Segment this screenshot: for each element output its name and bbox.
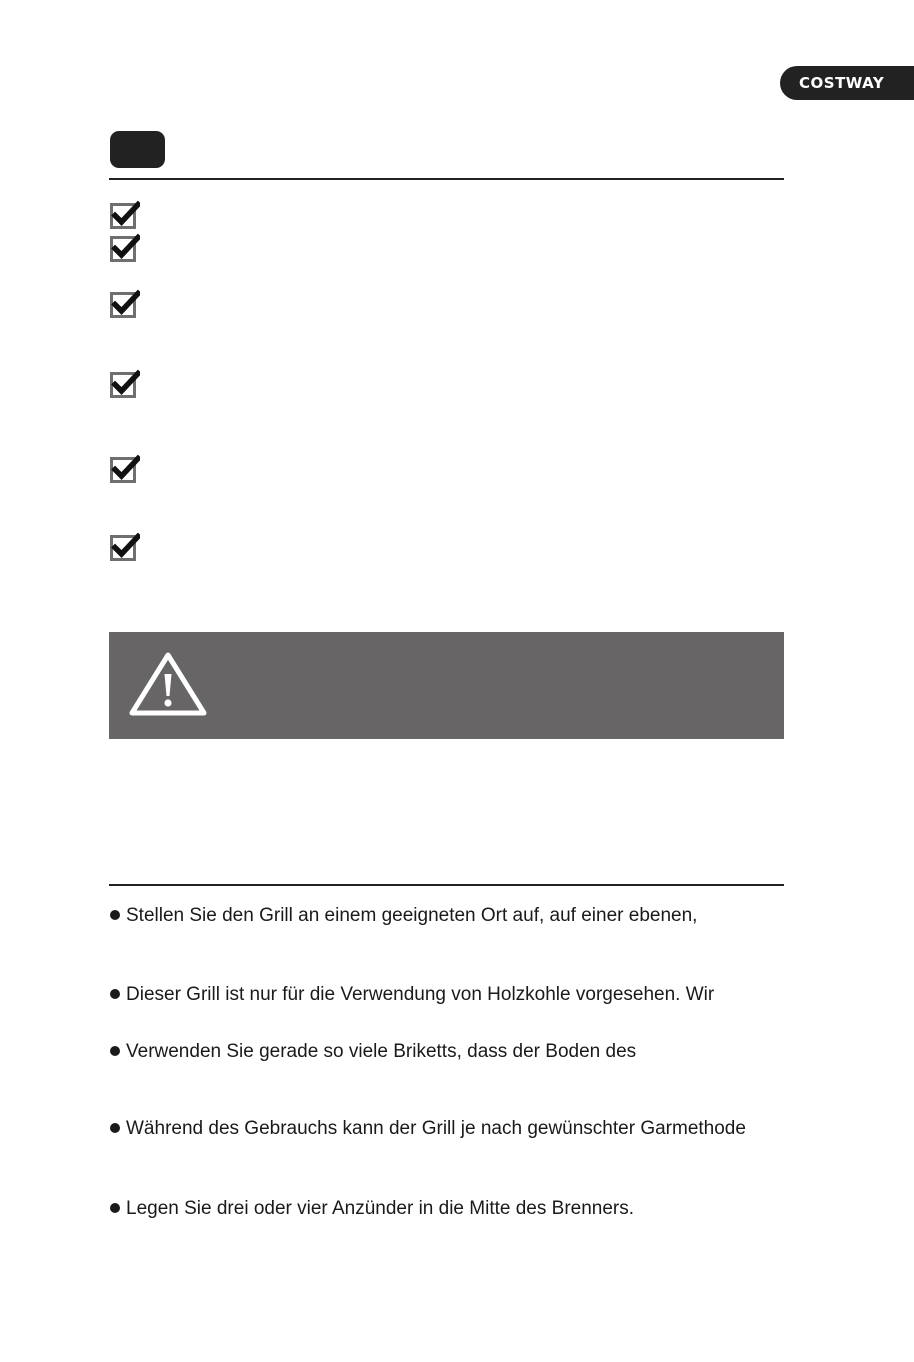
bullet-icon	[110, 1203, 120, 1213]
checkbox-3[interactable]	[110, 289, 140, 319]
brand-logo	[780, 66, 914, 100]
warning-triangle-icon	[127, 649, 209, 719]
checkbox-5[interactable]	[110, 454, 140, 484]
bullet-icon	[110, 910, 120, 920]
section-marker	[110, 131, 165, 168]
brand-name: COSTWAY	[799, 74, 885, 92]
section-divider-instructions	[109, 884, 784, 886]
checkmark-icon	[110, 233, 140, 263]
bullet-icon	[110, 989, 120, 999]
checkmark-icon	[110, 289, 140, 319]
checkbox-1[interactable]	[110, 200, 140, 230]
checkmark-icon	[110, 532, 140, 562]
instruction-item: Legen Sie drei oder vier Anzünder in die Mitte des Brenners.	[110, 1197, 634, 1221]
section-divider-top	[109, 178, 784, 180]
bullet-icon	[110, 1046, 120, 1056]
checkmark-icon	[110, 369, 140, 399]
checkmark-icon	[110, 454, 140, 484]
checkbox-6[interactable]	[110, 532, 140, 562]
warning-banner	[109, 632, 784, 739]
instruction-item: Während des Gebrauchs kann der Grill je nach gewünschter Garmethode	[110, 1117, 746, 1141]
instruction-item: Dieser Grill ist nur für die Verwendung von Holzkohle vorgesehen. Wir	[110, 983, 714, 1007]
checkbox-2[interactable]	[110, 233, 140, 263]
instruction-item: Verwenden Sie gerade so viele Briketts, dass der Boden des	[110, 1040, 636, 1064]
instruction-item: Stellen Sie den Grill an einem geeigneten Ort auf, auf einer ebenen,	[110, 904, 697, 928]
bullet-icon	[110, 1123, 120, 1133]
checkbox-4[interactable]	[110, 369, 140, 399]
checkmark-icon	[110, 200, 140, 230]
